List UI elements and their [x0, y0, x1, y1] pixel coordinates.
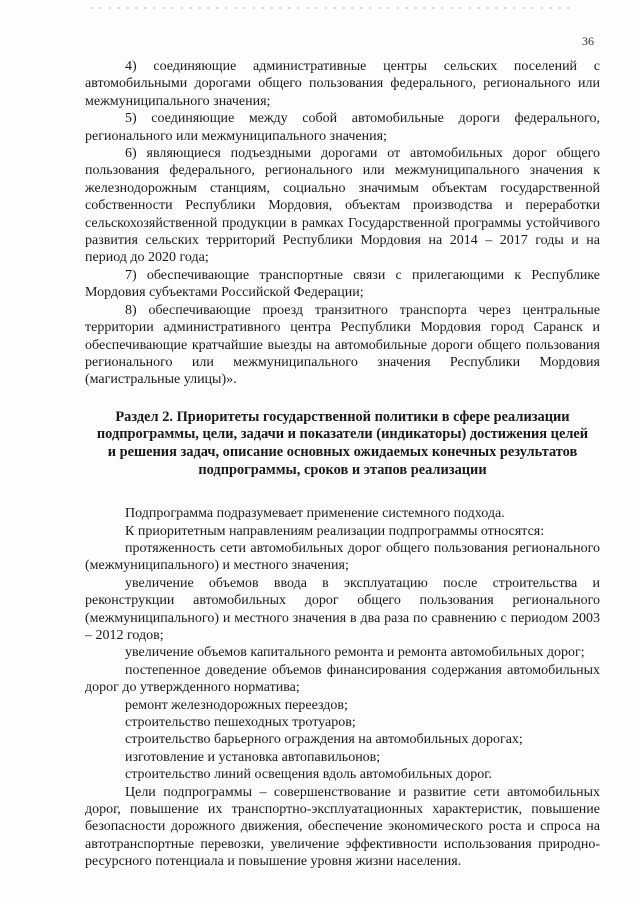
- list-item: 5) соединяющие между собой автомобильные дороги федерального, регионального или межмуниципального значения;: [85, 111, 600, 144]
- road-criteria-list: [85, 58, 600, 389]
- section-body: [85, 505, 600, 871]
- priority-item: строительство пешеходных тротуаров;: [125, 714, 356, 730]
- paragraph: Подпрограмма подразумевает применение системного подхода.: [125, 506, 505, 522]
- priority-item: увеличение объемов ввода в эксплуатацию после строительства и реконструкции автомобильных дорог общего пользования регионального (межмуниципального) и местного значения в два раза по сравнению с периодом 2003 – 2012 годов;: [85, 575, 600, 643]
- priority-item: постепенное доведение объемов финансирования содержания автомобильных дорог до утвержденного норматива;: [85, 662, 600, 696]
- priority-item: протяженность сети автомобильных дорог общего пользования регионального (межмуниципального) и местного значения;: [85, 540, 600, 574]
- list-item: 4) соединяющие административные центры сельских поселений с автомобильными дорогами общего пользования федерального, регионального или межмуниципального значения;: [85, 59, 600, 109]
- section-heading: Раздел 2. Приоритеты государственной политики в сфере реализации подпрограммы, цели, задачи и показатели (индикаторы) достижения целей и решения задач, описание основных ожидаемых конечных результатов подпрограммы, сроков и этапов реализации: [96, 408, 589, 478]
- priority-item: строительство линий освещения вдоль автомобильных дорог.: [125, 767, 492, 783]
- list-item: 6) являющиеся подъездными дорогами от автомобильных дорог общего пользования федерального, регионального или межмуниципального значения к железнодорожным станциям, социально значимым объектам государственной собственности Республики Мордовия, объектам производства и переработки сельскохозяйственной продукции в рамках Государственной программы устойчивого развития сельских территорий Республики Мордовия на 2014 – 2017 годы и на период до 2020 года;: [85, 146, 600, 266]
- priority-item: строительство барьерного ограждения на автомобильных дорогах;: [125, 732, 523, 748]
- priority-item: увеличение объемов капитального ремонта и ремонта автомобильных дорог;: [125, 645, 585, 661]
- list-item: 7) обеспечивающие транспортные связи с прилегающими к Республике Мордовия субъектами Российской Федерации;: [85, 267, 600, 301]
- paragraph: К приоритетным направлениям реализации подпрограммы относятся:: [125, 523, 545, 539]
- priority-item: изготовление и установка автопавильонов;: [125, 749, 381, 765]
- scan-artifact-line: [90, 7, 570, 9]
- page-number: 36: [582, 34, 594, 48]
- page-content: [85, 58, 600, 871]
- priority-item: ремонт железнодорожных переездов;: [125, 697, 348, 713]
- goals-paragraph: Цели подпрограммы – совершенствование и развитие сети автомобильных дорог, повышение их транспортно-эксплуатационных характеристик, повышение безопасности дорожного движения, обеспечение экономического роста и спроса на автотранспортные перевозки, увеличение эффективности использования природно-ресурсного потенциала и повышение уровня жизни населения.: [85, 784, 600, 870]
- list-item: 8) обеспечивающие проезд транзитного транспорта через центральные территории административного центра Республики Мордовия город Саранск и обеспечивающие кратчайшие выезды на автомобильные дороги общего пользования регионального или межмуниципального значения Республики Мордовия (магистральные улицы)».: [85, 302, 600, 388]
